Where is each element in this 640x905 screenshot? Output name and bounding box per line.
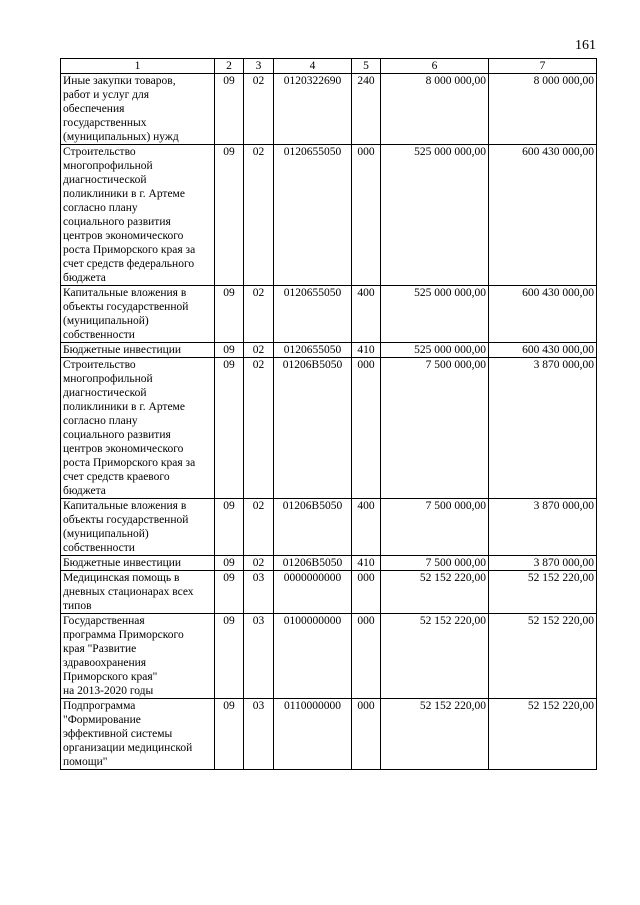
row-expense-type: 410 bbox=[352, 343, 381, 358]
row-name-text: Иные закупки товаров, работ и услуг для обеспечения государственных (муниципальных) нужд bbox=[63, 75, 179, 143]
row-name bbox=[61, 614, 215, 699]
row-target-article: 0120322690 bbox=[274, 74, 352, 145]
row-amount-col7: 3 870 000,00 bbox=[489, 556, 597, 571]
row-expense-type: 000 bbox=[352, 145, 381, 286]
row-section: 09 bbox=[215, 286, 244, 343]
row-subsection: 02 bbox=[244, 556, 274, 571]
header-col-7: 7 bbox=[489, 59, 597, 74]
page-number: 161 bbox=[575, 38, 596, 53]
row-amount-col7: 600 430 000,00 bbox=[489, 286, 597, 343]
row-name bbox=[61, 343, 215, 358]
row-name-text: Бюджетные инвестиции bbox=[63, 344, 182, 356]
row-name bbox=[61, 286, 215, 343]
table-row bbox=[61, 699, 597, 770]
row-target-article: 01206В5050 bbox=[274, 556, 352, 571]
row-name-text: Подпрограмма "Формирование эффективной системы организации медицинской помощи" bbox=[63, 700, 193, 768]
row-amount-col7: 600 430 000,00 bbox=[489, 145, 597, 286]
table-row bbox=[61, 614, 597, 699]
table-row bbox=[61, 499, 597, 556]
header-col-3: 3 bbox=[244, 59, 274, 74]
row-name-text: Строительство многопрофильной диагностической поликлиники в г. Артеме согласно плану социального развития центров экономического роста Приморского края за счет средств краевого бюджета bbox=[63, 359, 196, 497]
row-section: 09 bbox=[215, 556, 244, 571]
row-section: 09 bbox=[215, 343, 244, 358]
row-target-article: 0000000000 bbox=[274, 571, 352, 614]
row-expense-type: 000 bbox=[352, 358, 381, 499]
row-amount-col6: 52 152 220,00 bbox=[381, 699, 489, 770]
row-subsection: 02 bbox=[244, 499, 274, 556]
row-target-article: 0120655050 bbox=[274, 145, 352, 286]
row-name bbox=[61, 358, 215, 499]
header-col-1: 1 bbox=[61, 59, 215, 74]
row-section: 09 bbox=[215, 571, 244, 614]
row-target-article: 0110000000 bbox=[274, 699, 352, 770]
row-target-article: 0100000000 bbox=[274, 614, 352, 699]
row-name bbox=[61, 571, 215, 614]
header-col-4: 4 bbox=[274, 59, 352, 74]
table-row bbox=[61, 571, 597, 614]
table-row bbox=[61, 74, 597, 145]
row-name bbox=[61, 499, 215, 556]
row-target-article: 01206В5050 bbox=[274, 499, 352, 556]
table-row bbox=[61, 286, 597, 343]
row-amount-col7: 52 152 220,00 bbox=[489, 614, 597, 699]
row-expense-type: 400 bbox=[352, 499, 381, 556]
row-name-text: Бюджетные инвестиции bbox=[63, 557, 182, 569]
row-amount-col7: 3 870 000,00 bbox=[489, 499, 597, 556]
row-target-article: 0120655050 bbox=[274, 343, 352, 358]
table-row bbox=[61, 556, 597, 571]
header-row bbox=[61, 59, 597, 74]
row-expense-type: 410 bbox=[352, 556, 381, 571]
row-section: 09 bbox=[215, 614, 244, 699]
row-subsection: 02 bbox=[244, 74, 274, 145]
row-expense-type: 400 bbox=[352, 286, 381, 343]
row-amount-col7: 52 152 220,00 bbox=[489, 571, 597, 614]
row-amount-col6: 525 000 000,00 bbox=[381, 145, 489, 286]
row-subsection: 02 bbox=[244, 286, 274, 343]
header-col-2: 2 bbox=[215, 59, 244, 74]
row-name bbox=[61, 556, 215, 571]
row-subsection: 03 bbox=[244, 699, 274, 770]
row-expense-type: 000 bbox=[352, 699, 381, 770]
row-amount-col6: 8 000 000,00 bbox=[381, 74, 489, 145]
row-target-article: 01206В5050 bbox=[274, 358, 352, 499]
row-subsection: 02 bbox=[244, 145, 274, 286]
row-amount-col7: 600 430 000,00 bbox=[489, 343, 597, 358]
table-row bbox=[61, 343, 597, 358]
row-subsection: 02 bbox=[244, 358, 274, 499]
row-subsection: 03 bbox=[244, 571, 274, 614]
row-name-text: Государственная программа Приморского края "Развитие здравоохранения Приморского края" на 2013-2020 годы bbox=[63, 615, 184, 697]
row-amount-col6: 7 500 000,00 bbox=[381, 556, 489, 571]
row-expense-type: 000 bbox=[352, 614, 381, 699]
row-section: 09 bbox=[215, 699, 244, 770]
row-amount-col6: 7 500 000,00 bbox=[381, 358, 489, 499]
row-amount-col7: 3 870 000,00 bbox=[489, 358, 597, 499]
row-section: 09 bbox=[215, 499, 244, 556]
row-target-article: 0120655050 bbox=[274, 286, 352, 343]
row-amount-col6: 525 000 000,00 bbox=[381, 343, 489, 358]
row-subsection: 03 bbox=[244, 614, 274, 699]
row-section: 09 bbox=[215, 145, 244, 286]
row-amount-col7: 8 000 000,00 bbox=[489, 74, 597, 145]
row-amount-col6: 7 500 000,00 bbox=[381, 499, 489, 556]
row-name bbox=[61, 74, 215, 145]
header-col-5: 5 bbox=[352, 59, 381, 74]
budget-table bbox=[60, 58, 597, 770]
row-name-text: Капитальные вложения в объекты государственной (муниципальной) собственности bbox=[63, 287, 189, 341]
row-expense-type: 000 bbox=[352, 571, 381, 614]
row-name-text: Медицинская помощь в дневных стационарах всех типов bbox=[63, 572, 194, 612]
header-col-6: 6 bbox=[381, 59, 489, 74]
row-expense-type: 240 bbox=[352, 74, 381, 145]
row-amount-col7: 52 152 220,00 bbox=[489, 699, 597, 770]
row-name bbox=[61, 699, 215, 770]
row-name-text: Строительство многопрофильной диагностической поликлиники в г. Артеме согласно плану социального развития центров экономического роста Приморского края за счет средств федерального бюджета bbox=[63, 146, 196, 284]
row-amount-col6: 52 152 220,00 bbox=[381, 614, 489, 699]
row-section: 09 bbox=[215, 74, 244, 145]
table-row bbox=[61, 145, 597, 286]
table-row bbox=[61, 358, 597, 499]
row-name bbox=[61, 145, 215, 286]
row-amount-col6: 52 152 220,00 bbox=[381, 571, 489, 614]
row-amount-col6: 525 000 000,00 bbox=[381, 286, 489, 343]
row-name-text: Капитальные вложения в объекты государственной (муниципальной) собственности bbox=[63, 500, 189, 554]
row-section: 09 bbox=[215, 358, 244, 499]
row-subsection: 02 bbox=[244, 343, 274, 358]
